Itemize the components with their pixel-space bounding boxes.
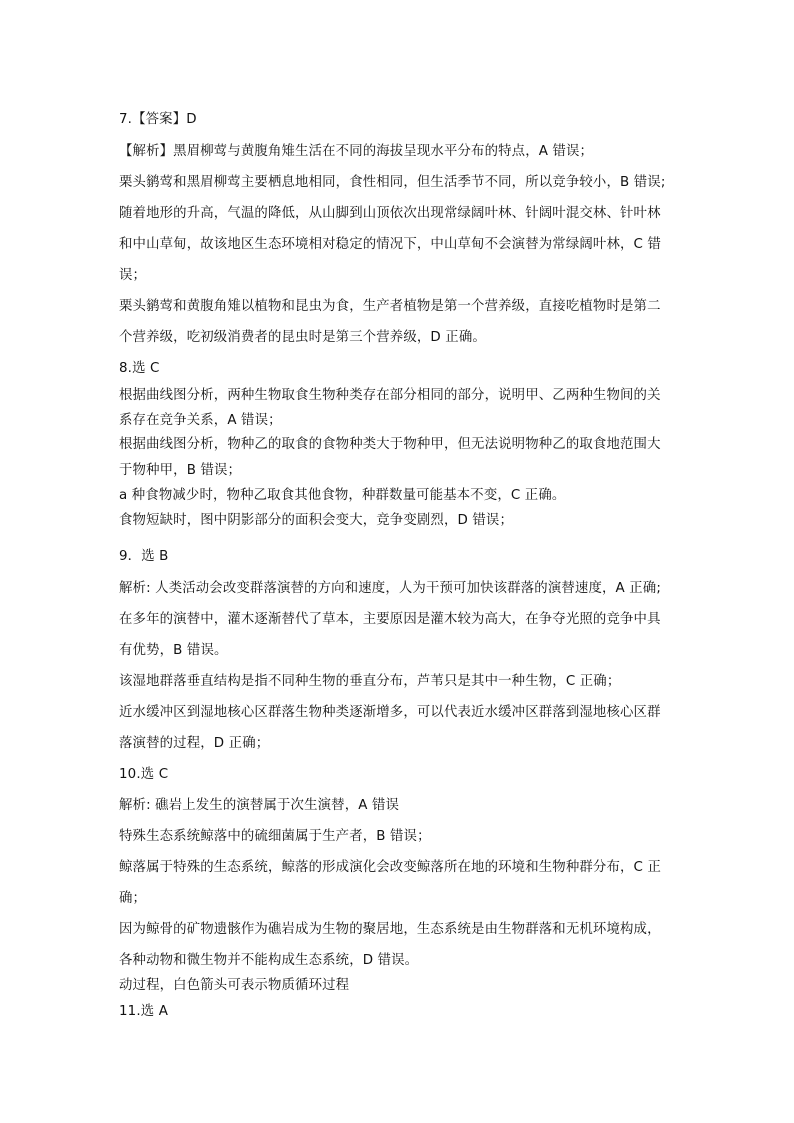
text-line: 和中山草甸，故该地区生态环境相对稳定的情况下，中山草甸不会演替为常绿阔叶林，C 错 bbox=[119, 237, 661, 252]
text-line: 在多年的演替中，灌木逐渐替代了草本，主要原因是灌木较为高大，在争夺光照的竞争中具 bbox=[119, 612, 661, 627]
text-line: 栗头鹟莺和黑眉柳莺主要栖息地相同，食性相同，但生活季节不同，所以竞争较小，B 错误; bbox=[119, 175, 666, 190]
text-line: 近水缓冲区到湿地核心区群落生物种类逐渐增多，可以代表近水缓冲区群落到湿地核心区群 bbox=[119, 705, 661, 720]
text-line: a 种食物减少时，物种乙取食其他食物，种群数量可能基本不变，C 正确。 bbox=[119, 488, 566, 503]
text-line: 特殊生态系统鲸落中的硫细菌属于生产者，B 错误； bbox=[119, 829, 431, 844]
text-line: 根据曲线图分析，物种乙的取食的食物种类大于物种甲，但无法说明物种乙的取食地范围大 bbox=[119, 437, 661, 452]
text-line: 随着地形的升高，气温的降低，从山脚到山顶依次出现常绿阔叶林、针阔叶混交林、针叶林 bbox=[119, 206, 661, 221]
text-line: 误； bbox=[119, 268, 147, 283]
text-line: 该湿地群落垂直结构是指不同种生物的垂直分布，芦苇只是其中一种生物，C 正确； bbox=[119, 674, 621, 689]
text-line: 系存在竞争关系，A 错误； bbox=[119, 413, 282, 428]
text-line: 【解析】黑眉柳莺与黄腹角雉生活在不同的海拔呈现水平分布的特点，A 错误； bbox=[119, 144, 594, 159]
text-line: 确； bbox=[119, 891, 147, 906]
answer-7-heading: 7.【答案】D bbox=[119, 112, 197, 127]
text-line: 因为鲸骨的矿物遗骸作为礁岩成为生物的聚居地，生态系统是由生物群落和无机环境构成， bbox=[119, 922, 661, 937]
text-line: 落演替的过程，D 正确； bbox=[119, 736, 270, 751]
text-line: 解析: 人类活动会改变群落演替的方向和速度，人为干预可加快该群落的演替速度，A 正确; bbox=[119, 581, 661, 596]
text-line: 解析: 礁岩上发生的演替属于次生演替，A 错误 bbox=[119, 798, 400, 813]
text-line: 各种动物和微生物并不能构成生态系统，D 错误。 bbox=[119, 953, 419, 968]
answer-9-heading: 9．选 B bbox=[119, 549, 169, 564]
text-line: 于物种甲，B 错误； bbox=[119, 463, 242, 478]
text-line: 个营养级，吃初级消费者的昆虫时是第三个营养级，D 正确。 bbox=[119, 330, 486, 345]
text-line: 栗头鹟莺和黄腹角雉以植物和昆虫为食，生产者植物是第一个营养级，直接吃植物时是第二 bbox=[119, 299, 661, 314]
answer-11-heading: 11.选 A bbox=[119, 1004, 169, 1019]
text-line: 根据曲线图分析，两种生物取食生物种类存在部分相同的部分，说明甲、乙两种生物间的关 bbox=[119, 388, 661, 403]
answer-8-heading: 8.选 C bbox=[119, 361, 160, 376]
answer-10-heading: 10.选 C bbox=[119, 767, 169, 782]
text-line: 鲸落属于特殊的生态系统，鲸落的形成演化会改变鲸落所在地的环境和生物种群分布，C 正 bbox=[119, 860, 661, 875]
text-line: 有优势，B 错误。 bbox=[119, 643, 228, 658]
text-line: 食物短缺时，图中阴影部分的面积会变大，竞争变剧烈，D 错误； bbox=[119, 513, 514, 528]
text-line: 动过程，白色箭头可表示物质循环过程 bbox=[119, 978, 350, 993]
